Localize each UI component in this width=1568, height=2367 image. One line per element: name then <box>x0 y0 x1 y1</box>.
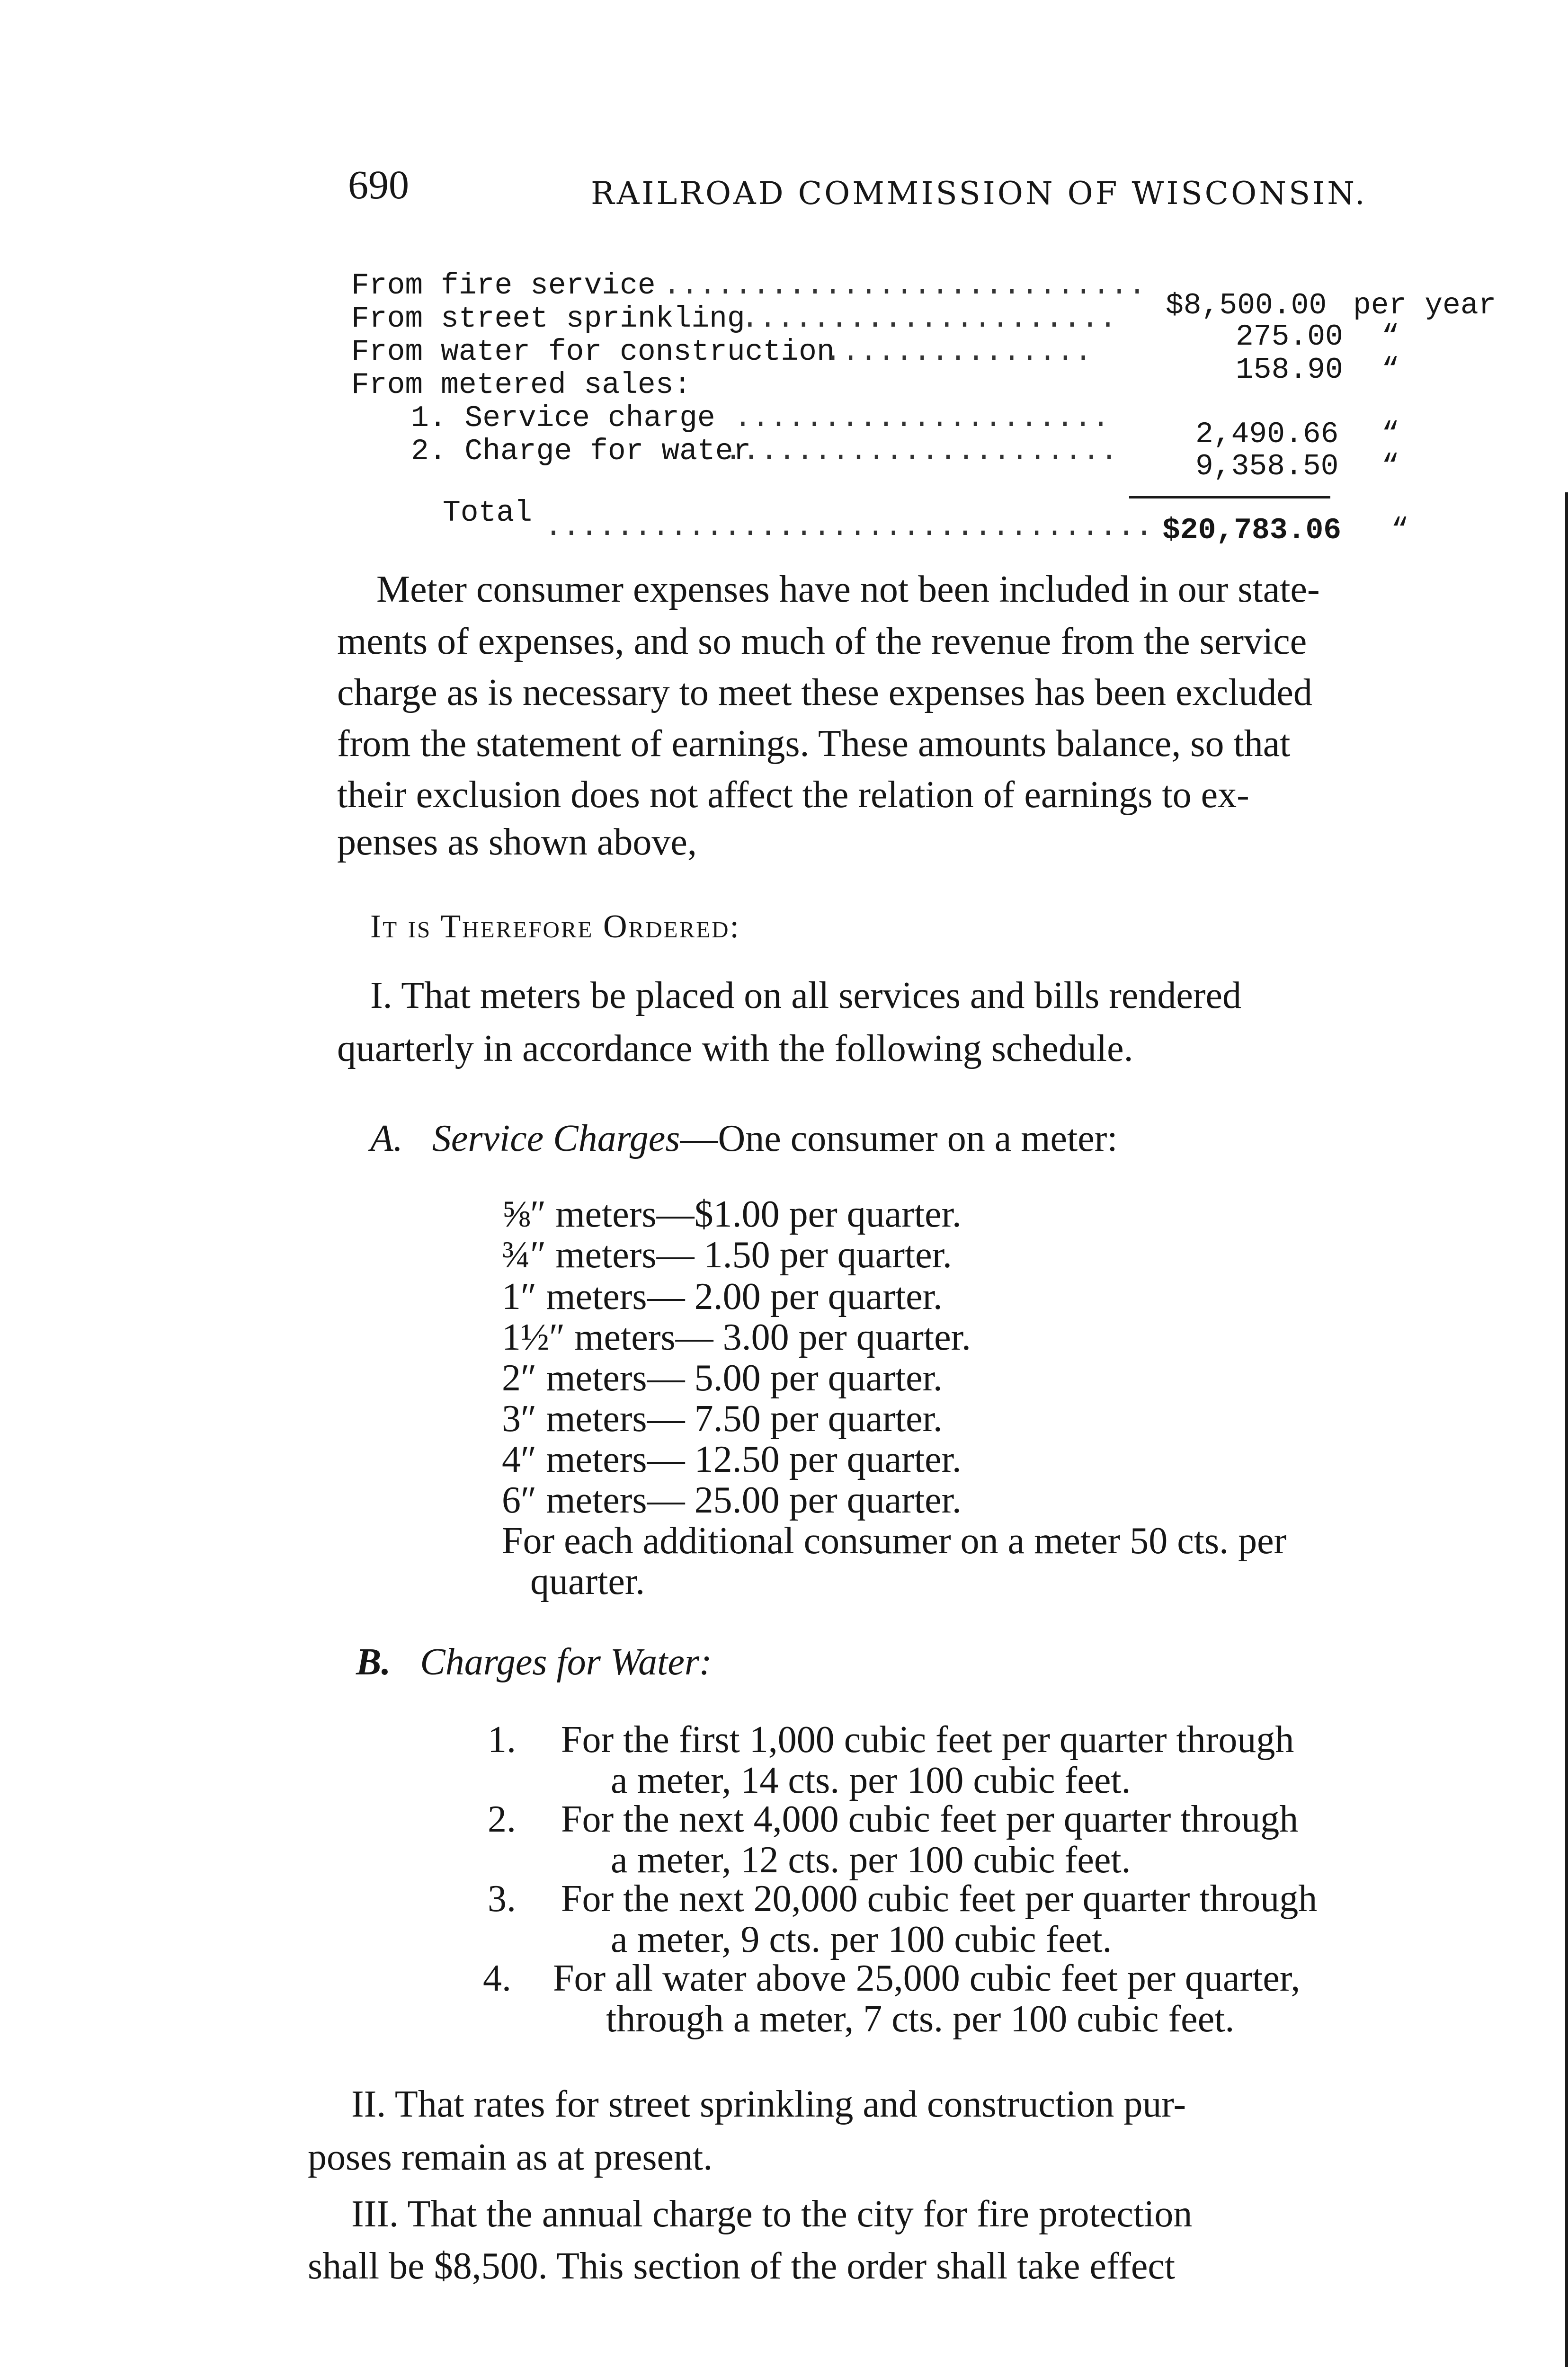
meter-charge-item: 4″ meters— 12.50 per quarter. <box>502 1439 962 1480</box>
revenue-row-amount: 158.90 <box>1236 353 1343 387</box>
revenue-row-amount: 275.00 <box>1236 320 1343 354</box>
section-b-letter: B. <box>356 1641 391 1683</box>
order-three-line: III. That the annual charge to the city for fire protection <box>351 2193 1193 2235</box>
meter-charge-item: 3″ meters— 7.50 per quarter. <box>502 1398 943 1440</box>
leader-dots: ..................... <box>734 401 1110 435</box>
revenue-row-amount: 2,490.66 <box>1195 418 1339 451</box>
leader-dots: ..................... <box>741 302 1117 336</box>
water-charge-line: For all water above 25,000 cubic feet per quarter, <box>553 1958 1301 1999</box>
leader-dots: .................................. <box>544 510 1153 544</box>
order-one-line: quarterly in accordance with the following schedule. <box>337 1028 1133 1069</box>
water-charge-line: a meter, 12 cts. per 100 cubic feet. <box>611 1839 1131 1881</box>
total-amount: $20,783.06 <box>1162 514 1342 547</box>
paragraph-line: penses as shown above, <box>337 821 697 863</box>
water-charge-line: For the next 4,000 cubic feet per quarter through <box>561 1798 1299 1840</box>
paragraph-line: Meter consumer expenses have not been included in our state- <box>376 569 1320 610</box>
order-two-line: II. That rates for street sprinkling and construction pur- <box>351 2083 1186 2125</box>
scan-right-edge <box>1565 492 1568 2367</box>
paragraph-line: their exclusion does not affect the relation of earnings to ex- <box>337 774 1249 816</box>
revenue-row-label: 2. Charge for water <box>411 435 751 468</box>
leader-dots: ............... <box>824 335 1093 369</box>
revenue-row-amount: $8,500.00 <box>1166 289 1327 322</box>
revenue-row-unit: per year <box>1353 289 1497 322</box>
paragraph-line: ments of expenses, and so much of the revenue from the service <box>337 621 1307 662</box>
meter-charge-item: 1½″ meters— 3.00 per quarter. <box>502 1317 971 1358</box>
page-number: 690 <box>348 162 409 207</box>
meter-charge-item: 6″ meters— 25.00 per quarter. <box>502 1479 962 1521</box>
revenue-row-label: From metered sales: <box>351 368 692 402</box>
section-b-heading <box>356 1641 712 1684</box>
leader-dots: ........................... <box>663 269 1146 303</box>
total-label: Total <box>443 496 533 530</box>
water-charge-num: 4. <box>483 1958 511 1999</box>
water-charge-line: For the first 1,000 cubic feet per quarter through <box>561 1719 1294 1761</box>
meter-charge-item: ¾″ meters— 1.50 per quarter. <box>502 1234 952 1276</box>
section-b-title: Charges for Water: <box>420 1641 712 1683</box>
meter-charge-item: ⅝″ meters—$1.00 per quarter. <box>502 1193 962 1235</box>
paragraph-line: charge as is necessary to meet these expenses has been excluded <box>337 672 1312 713</box>
additional-consumer-line: quarter. <box>530 1561 645 1602</box>
section-a-letter: A. <box>370 1118 403 1159</box>
water-charge-num: 1. <box>488 1719 516 1761</box>
order-three-line: shall be $8,500. This section of the order shall take effect <box>308 2245 1176 2287</box>
order-two-line: poses remain as at present. <box>308 2136 713 2178</box>
revenue-row-unit: “ <box>1381 320 1399 354</box>
section-a-title: Service Charges <box>432 1118 680 1159</box>
revenue-row-unit: “ <box>1381 418 1399 451</box>
section-a-rest: —One consumer on a meter: <box>680 1118 1118 1159</box>
meter-charge-item: 1″ meters— 2.00 per quarter. <box>502 1276 943 1317</box>
revenue-row-unit: “ <box>1381 353 1399 387</box>
water-charge-line: For the next 20,000 cubic feet per quarter through <box>561 1878 1318 1920</box>
water-charge-line: a meter, 9 cts. per 100 cubic feet. <box>611 1919 1112 1960</box>
revenue-row-label: From street sprinkling <box>351 302 745 336</box>
water-charge-line: through a meter, 7 cts. per 100 cubic feet. <box>606 1998 1235 2040</box>
ordered-heading: It is Therefore Ordered: <box>370 908 740 945</box>
additional-consumer-line: For each additional consumer on a meter 50 cts. per <box>502 1520 1287 1562</box>
total-unit: “ <box>1391 514 1409 547</box>
revenue-row-amount: 9,358.50 <box>1195 450 1339 483</box>
water-charge-line: a meter, 14 cts. per 100 cubic feet. <box>611 1760 1131 1801</box>
leader-dots: ...................... <box>724 435 1118 468</box>
water-charge-num: 2. <box>488 1798 516 1840</box>
running-title: RAILROAD COMMISSION OF WISCONSIN. <box>591 175 1367 212</box>
water-charge-num: 3. <box>488 1878 516 1920</box>
revenue-row-unit: “ <box>1381 450 1399 483</box>
total-rule <box>1129 496 1330 498</box>
revenue-row-label: From water for construction <box>351 335 835 369</box>
meter-charge-item: 2″ meters— 5.00 per quarter. <box>502 1357 943 1399</box>
section-a-heading <box>370 1117 1118 1160</box>
revenue-row-label: From fire service <box>351 269 656 303</box>
paragraph-line: from the statement of earnings. These amounts balance, so that <box>337 723 1291 765</box>
order-one-line: I. That meters be placed on all services and bills rendered <box>370 975 1242 1016</box>
revenue-row-label: 1. Service charge <box>411 401 715 435</box>
